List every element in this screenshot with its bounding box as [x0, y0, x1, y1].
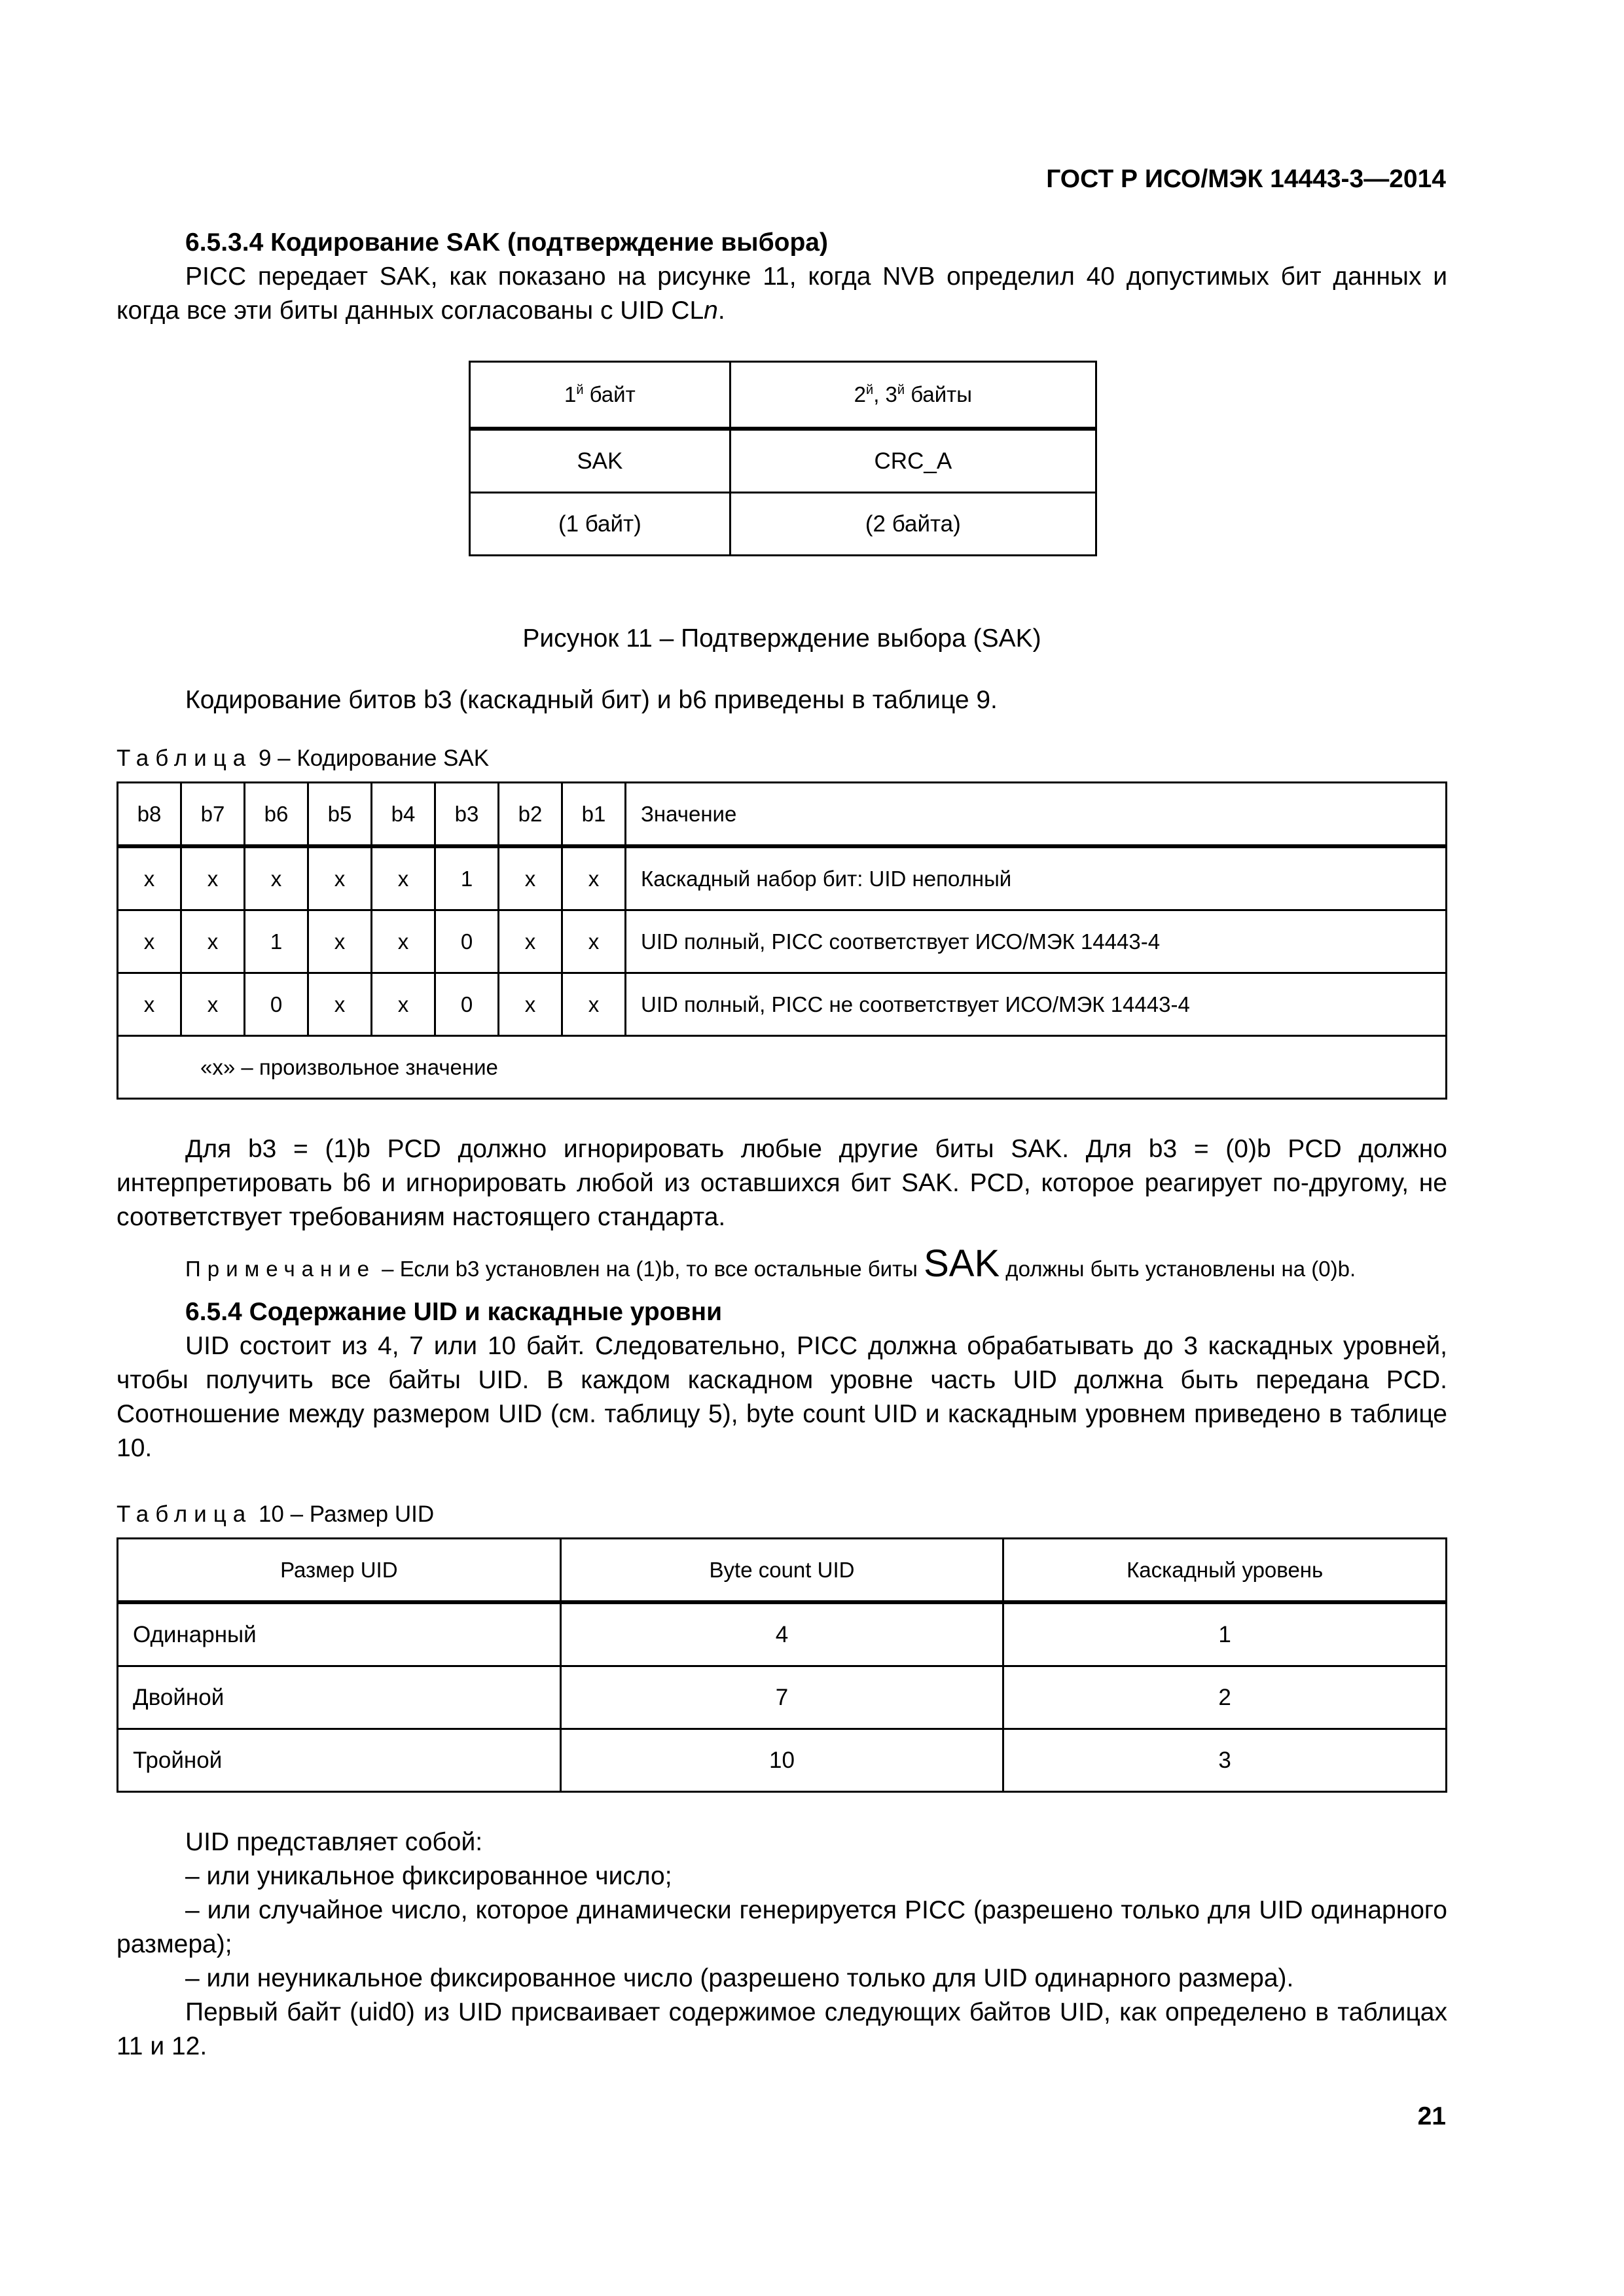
uid-list-item: – или случайное число, которое динамически генерируется PICC (разрешено только для UID одинарного размера); [117, 1896, 1447, 1958]
table-9-cell: x [245, 846, 308, 910]
header-number: 2 [854, 382, 867, 406]
table-10-cell: 1 [1003, 1602, 1447, 1666]
section-heading-654: 6.5.4 Содержание UID и каскадные уровни [185, 1298, 723, 1326]
caption-label: Таблица [117, 1501, 253, 1527]
uid-list-item: – или неуникальное фиксированное число (разрешено только для UID одинарного размера). [185, 1964, 1294, 1992]
table-9-cell: x [372, 973, 435, 1036]
note-text: – Если b3 установлен на (1)b, то все остальные биты [376, 1257, 924, 1281]
figure-11-cell: SAK [470, 429, 731, 493]
page-number: 21 [1417, 2102, 1446, 2130]
table-10-cell: 2 [1003, 1666, 1447, 1729]
table-9-cell: x [499, 973, 562, 1036]
table-10-cell: Двойной [118, 1666, 561, 1729]
table-10 [117, 1537, 1447, 1793]
table-9-cell: x [499, 910, 562, 973]
section-6534-paragraph [117, 260, 1447, 328]
table-9-cell: 1 [435, 846, 499, 910]
caption-text: 10 – Размер UID [252, 1501, 435, 1527]
header-text: байты [905, 382, 973, 406]
note [117, 1242, 1447, 1285]
table-9-header: b1 [562, 783, 626, 847]
table-9-caption [117, 744, 1447, 774]
bits-paragraph: Кодирование битов b3 (каскадный бит) и b6 приведены в таблице 9. [185, 686, 998, 714]
table-9 [117, 781, 1447, 1100]
table-9-cell: Каскадный набор бит: UID неполный [626, 846, 1447, 910]
table-10-cell: Тройной [118, 1729, 561, 1792]
table-10-caption [117, 1499, 1447, 1530]
caption-text: 9 – Кодирование SAK [252, 745, 490, 771]
table-9-cell: 0 [435, 973, 499, 1036]
table-10-header: Byte count UID [560, 1539, 1003, 1603]
table-9-footer: «x» – произвольное значение [118, 1036, 1447, 1099]
header-sup: й [576, 383, 584, 397]
header-number: 1 [564, 382, 577, 406]
note-text: должны быть установлены на (0)b. [1000, 1257, 1356, 1281]
table-9-cell: x [308, 910, 372, 973]
table-10-header: Каскадный уровень [1003, 1539, 1447, 1603]
table-10-cell: 10 [560, 1729, 1003, 1792]
table-10-header: Размер UID [118, 1539, 561, 1603]
paragraph-end: . [717, 296, 725, 325]
header-number: , 3 [873, 382, 897, 406]
uid-intro: UID представляет собой: [185, 1828, 483, 1856]
table-10-cell: Одинарный [118, 1602, 561, 1666]
table-9-header: b5 [308, 783, 372, 847]
figure-11-cell: CRC_A [730, 429, 1096, 493]
table-9-cell: x [118, 846, 181, 910]
table-9-header: b2 [499, 783, 562, 847]
figure-11-cell: (1 байт) [470, 493, 731, 556]
table-9-cell: x [372, 846, 435, 910]
table-9-cell: x [308, 846, 372, 910]
uid-list-item: – или уникальное фиксированное число; [185, 1862, 672, 1890]
table-9-cell: UID полный, PICC не соответствует ИСО/МЭК 14443-4 [626, 973, 1447, 1036]
page-content [117, 226, 1447, 2064]
table-9-cell: x [181, 973, 245, 1036]
table-10-cell: 3 [1003, 1729, 1447, 1792]
table-9-header: Значение [626, 783, 1447, 847]
paragraph-italic: n [704, 296, 718, 325]
figure-11-header-byte1 [470, 362, 731, 429]
note-sak: SAK [924, 1242, 1000, 1285]
table-9-header: b7 [181, 783, 245, 847]
table-9-cell: x [562, 846, 626, 910]
table-9-header: b4 [372, 783, 435, 847]
header-sup: й [897, 383, 905, 397]
table-9-cell: UID полный, PICC соответствует ИСО/МЭК 14443-4 [626, 910, 1447, 973]
table-row [118, 1729, 1447, 1792]
table-9-cell: x [499, 846, 562, 910]
table-9-cell: x [308, 973, 372, 1036]
table-row [118, 1666, 1447, 1729]
table-row [118, 846, 1447, 910]
figure-11-table [469, 361, 1097, 556]
table-9-cell: 1 [245, 910, 308, 973]
table-9-cell: x [562, 973, 626, 1036]
figure-11-cell: (2 байта) [730, 493, 1096, 556]
table-9-cell: x [118, 910, 181, 973]
header-sup: й [866, 383, 874, 397]
b3-paragraph: Для b3 = (1)b PCD должно игнорировать любые другие биты SAK. Для b3 = (0)b PCD должно интерпретировать b6 и игнорировать любой из оставшихся бит SAK. PCD, которое реагирует по-другому, не соответствует требованиям настоящего стандарта. [117, 1135, 1447, 1231]
uid-final-paragraph: Первый байт (uid0) из UID присваивает содержимое следующих байтов UID, как определено в таблицах 11 и 12. [117, 1998, 1447, 2060]
table-row [118, 973, 1447, 1036]
table-9-cell: x [562, 910, 626, 973]
figure-11-header-byte23 [730, 362, 1096, 429]
table-10-cell: 7 [560, 1666, 1003, 1729]
table-9-cell: 0 [245, 973, 308, 1036]
table-9-cell: x [181, 846, 245, 910]
section-654-paragraph: UID состоит из 4, 7 или 10 байт. Следовательно, PICC должна обрабатывать до 3 каскадных уровней, чтобы получить все байты UID. В каждом каскадном уровне часть UID должна быть передана PCD. Соотношение между размером UID (см. таблицу 5), byte count UID и каскадным уровнем приведено в таблице 10. [117, 1332, 1447, 1462]
table-row [118, 910, 1447, 973]
table-9-header: b8 [118, 783, 181, 847]
header-text: байт [583, 382, 636, 406]
document-header: ГОСТ Р ИСО/МЭК 14443-3—2014 [1046, 165, 1446, 193]
table-9-header: b3 [435, 783, 499, 847]
table-9-cell: x [372, 910, 435, 973]
paragraph-text: PICC передает SAK, как показано на рисунке 11, когда NVB определил 40 допустимых бит данных и когда все эти биты данных согласованы с UID CL [117, 262, 1447, 325]
table-9-header: b6 [245, 783, 308, 847]
table-row [118, 1602, 1447, 1666]
table-9-cell: x [118, 973, 181, 1036]
note-label: Примечание [185, 1257, 376, 1281]
section-heading-6534: 6.5.3.4 Кодирование SAK (подтверждение выбора) [185, 228, 828, 257]
caption-label: Таблица [117, 745, 253, 771]
figure-11-caption: Рисунок 11 – Подтверждение выбора (SAK) [522, 624, 1041, 653]
table-10-cell: 4 [560, 1602, 1003, 1666]
table-9-cell: x [181, 910, 245, 973]
table-9-cell: 0 [435, 910, 499, 973]
